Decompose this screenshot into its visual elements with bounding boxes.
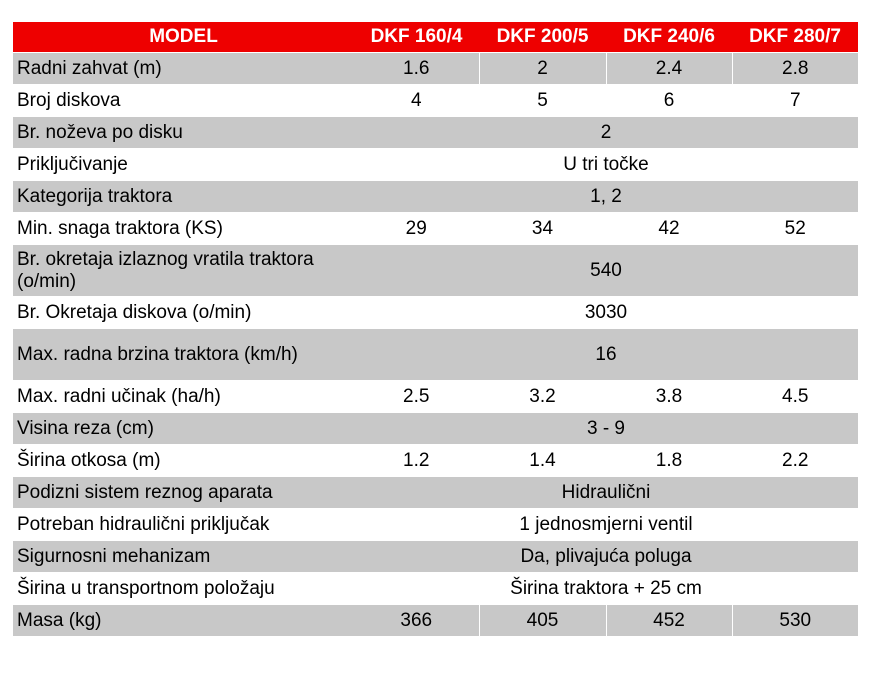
table-row [13, 605, 858, 637]
header-row [13, 22, 858, 53]
cell-merged-value: Širina traktora + 25 cm [354, 573, 858, 605]
cell-value: 34 [479, 213, 606, 245]
cell-value: 1.6 [354, 53, 479, 85]
row-label: Podizni sistem reznog aparata [13, 477, 354, 509]
cell-value: 52 [732, 213, 858, 245]
header-dkf-160-4: DKF 160/4 [354, 22, 479, 53]
row-label: Priključivanje [13, 149, 354, 181]
table-row [13, 245, 858, 297]
cell-merged-value: Da, plivajuća poluga [354, 541, 858, 573]
cell-merged-value: U tri točke [354, 149, 858, 181]
cell-merged-value: 1, 2 [354, 181, 858, 213]
row-label: Masa (kg) [13, 605, 354, 637]
header-dkf-200-5: DKF 200/5 [479, 22, 606, 53]
row-label: Min. snaga traktora (KS) [13, 213, 354, 245]
row-label: Radni zahvat (m) [13, 53, 354, 85]
cell-value: 6 [606, 85, 732, 117]
row-label: Br. okretaja izlaznog vratila traktora (o/min) [13, 245, 354, 297]
table-row [13, 85, 858, 117]
row-label: Broj diskova [13, 85, 354, 117]
table-row [13, 213, 858, 245]
row-label: Sigurnosni mehanizam [13, 541, 354, 573]
table-row [13, 509, 858, 541]
row-label: Br. noževa po disku [13, 117, 354, 149]
cell-value: 2 [479, 53, 606, 85]
specifications-table [13, 22, 858, 637]
cell-value: 29 [354, 213, 479, 245]
cell-value: 42 [606, 213, 732, 245]
cell-value: 1.2 [354, 445, 479, 477]
table-row [13, 149, 858, 181]
row-label: Max. radni učinak (ha/h) [13, 381, 354, 413]
cell-value: 7 [732, 85, 858, 117]
row-label: Širina u transportnom položaju [13, 573, 354, 605]
cell-merged-value: Hidraulični [354, 477, 858, 509]
cell-value: 2.4 [606, 53, 732, 85]
row-label: Visina reza (cm) [13, 413, 354, 445]
row-label: Br. Okretaja diskova (o/min) [13, 297, 354, 329]
cell-value: 5 [479, 85, 606, 117]
cell-value: 2.2 [732, 445, 858, 477]
table-row [13, 413, 858, 445]
table-row [13, 445, 858, 477]
cell-value: 2.8 [732, 53, 858, 85]
row-label: Kategorija traktora [13, 181, 354, 213]
table-row [13, 381, 858, 413]
cell-merged-value: 3 - 9 [354, 413, 858, 445]
cell-value: 366 [354, 605, 479, 637]
cell-value: 3.2 [479, 381, 606, 413]
cell-value: 4 [354, 85, 479, 117]
cell-merged-value: 16 [354, 329, 858, 381]
cell-merged-value: 2 [354, 117, 858, 149]
cell-merged-value: 3030 [354, 297, 858, 329]
cell-value: 1.4 [479, 445, 606, 477]
cell-merged-value: 540 [354, 245, 858, 297]
row-label: Širina otkosa (m) [13, 445, 354, 477]
table-row [13, 297, 858, 329]
cell-value: 2.5 [354, 381, 479, 413]
cell-value: 1.8 [606, 445, 732, 477]
row-label: Potreban hidraulični priključak [13, 509, 354, 541]
table-row [13, 477, 858, 509]
table-row [13, 53, 858, 85]
header-dkf-240-6: DKF 240/6 [606, 22, 732, 53]
table-row [13, 117, 858, 149]
cell-value: 452 [606, 605, 732, 637]
table-row [13, 329, 858, 381]
table-row [13, 181, 858, 213]
cell-value: 530 [732, 605, 858, 637]
header-dkf-280-7: DKF 280/7 [732, 22, 858, 53]
cell-value: 405 [479, 605, 606, 637]
table-row [13, 541, 858, 573]
cell-value: 4.5 [732, 381, 858, 413]
row-label: Max. radna brzina traktora (km/h) [13, 329, 354, 381]
header-model: MODEL [13, 22, 354, 53]
cell-merged-value: 1 jednosmjerni ventil [354, 509, 858, 541]
cell-value: 3.8 [606, 381, 732, 413]
table-body [13, 53, 858, 637]
table-row [13, 573, 858, 605]
